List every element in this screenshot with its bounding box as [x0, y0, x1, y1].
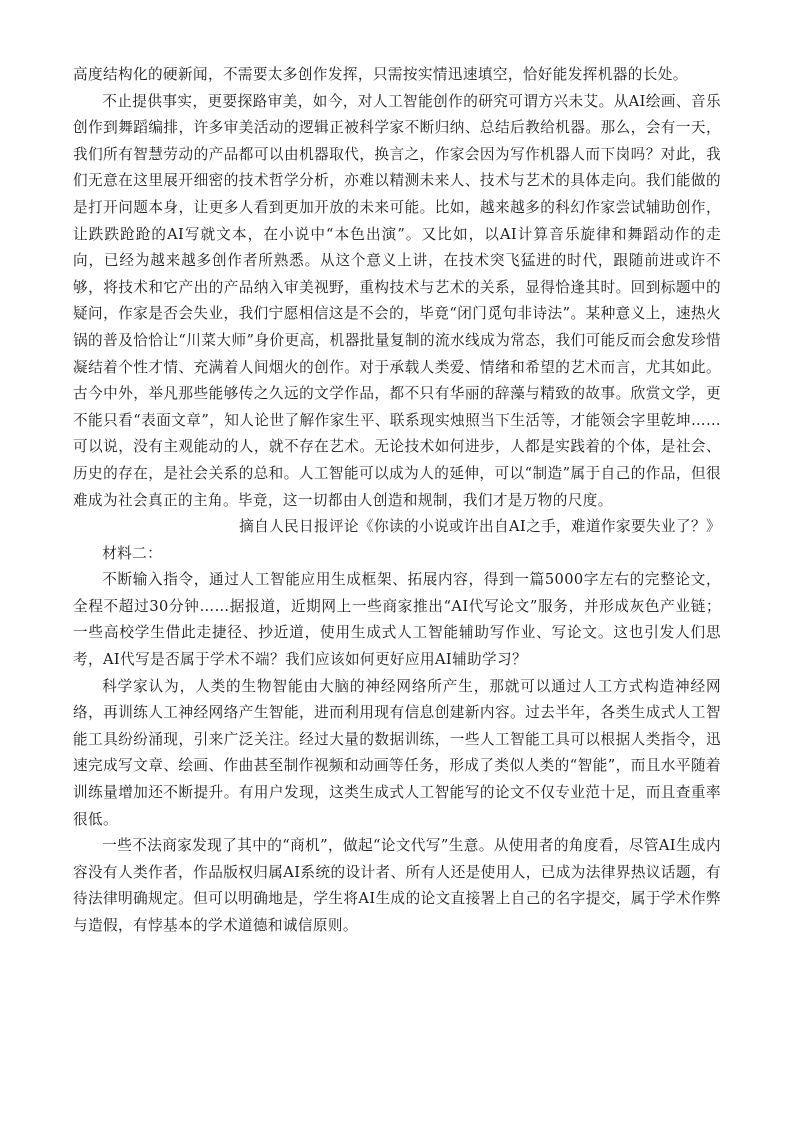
paragraph-scientists-view: 科学家认为，人类的生物智能由大脑的神经网络所产生，那就可以通过人工方式构造神经网络，再训练人工神经网络产生智能，进而利用现有信息创建新内容。过去半年，各类生成式人工智能工具纷纷涌现，引来广泛关注。经过大量的数据训练，一些人工智能工具可以根据人类指令，迅速完成写文章、绘画、作曲甚至制作视频和动画等任务，形成了类似人类的“智能”，而且水平随着训练量增加还不断提升。有用户发现，这类生成式人工智能写的论文不仅专业范十足，而且查重率很低。	[73, 677, 721, 828]
material-two-label: 材料二：	[102, 544, 163, 562]
paragraph-illegal-merchants: 一些不法商家发现了其中的“商机”，做起“论文代写”生意。从使用者的角度看，尽管AI生成内容没有人类作者，作品版权归属AI系统的设计者、所有人还是使用人，已成为法律界热议话题，有待法律明确规定。但可以明确地是，学生将AI生成的论文直接署上自己的名字提交，属于学术作弊与造假，有悖基本的学术道德和诚信原则。	[73, 837, 721, 934]
document-body	[73, 62, 721, 940]
paragraph-continuation: 高度结构化的硬新闻，不需要太多创作发挥，只需按实情迅速填空，恰好能发挥机器的长处。	[73, 66, 688, 83]
paragraph-ai-creation: 不止提供事实，更要探路审美，如今，对人工智能创作的研究可谓方兴未艾。从AI绘画、音乐创作到舞蹈编排，许多审美活动的逻辑正被科学家不断归纳、总结后教给机器。那么，会有一天，我们所有智慧劳动的产品都可以由机器取代，换言之，作家会因为写作机器人而下岗吗？对此，我们无意在这里展开细密的技术哲学分析，亦难以精测未来人、技术与艺术的具体走向。我们能做的是打开问题本身，让更多人看到更加开放的未来可能。比如，越来越多的科幻作家尝试辅助创作，让跌跌跄跄的AI写就文本，在小说中“本色出演”。又比如，以AI计算音乐旋律和舞蹈动作的走向，已经为越来越多创作者所熟悉。从这个意义上讲，在技术突飞猛进的时代，跟随前进或许不够，将技术和它产出的产品纳入审美视野，重构技术与艺术的关系，显得恰逢其时。回到标题中的疑问，作家是否会失业，我们宁愿相信这是不会的，毕竟“闭门觅句非诗法”。某种意义上，速热火锅的普及恰恰让“川菜大师”身价更高，机器批量复制的流水线成为常态，我们可能反而会愈发珍惜凝结着个性才情、充满着人间烟火的创作。对于承载人类爱、情绪和希望的艺术而言，尤其如此。古今中外，举凡那些能够传之久远的文学作品，都不只有华丽的辞藻与精致的故事。欣赏文学，更不能只看“表面文章”，知人论世了解作家生平、联系现实烛照当下生活等，才能领会字里乾坤……可以说，没有主观能动的人，就不存在艺术。无论技术如何进步，人都是实践着的个体，是社会、历史的存在，是社会关系的总和。人工智能可以成为人的延伸，可以“制造”属于自己的作品，但很难成为社会真正的主角。毕竟，这一切都由人创造和规制，我们才是万物的尺度。	[73, 92, 721, 509]
source-citation: 摘自人民日报评论《你读的小说或许出自AI之手，难道作家要失业了？》	[239, 518, 721, 536]
paragraph-ai-ghostwriting: 不断输入指令，通过人工智能应用生成框架、拓展内容，得到一篇5000字左右的完整论文，全程不超过30分钟……据报道，近期网上一些商家推出“AI代写论文”服务，并形成灰色产业链；一些高校学生借此走捷径、抄近道，使用生成式人工智能辅助写作业、写论文。这也引发人们思考，AI代写是否属于学术不端？我们应该如何更好应用AI辅助学习？	[73, 571, 721, 669]
